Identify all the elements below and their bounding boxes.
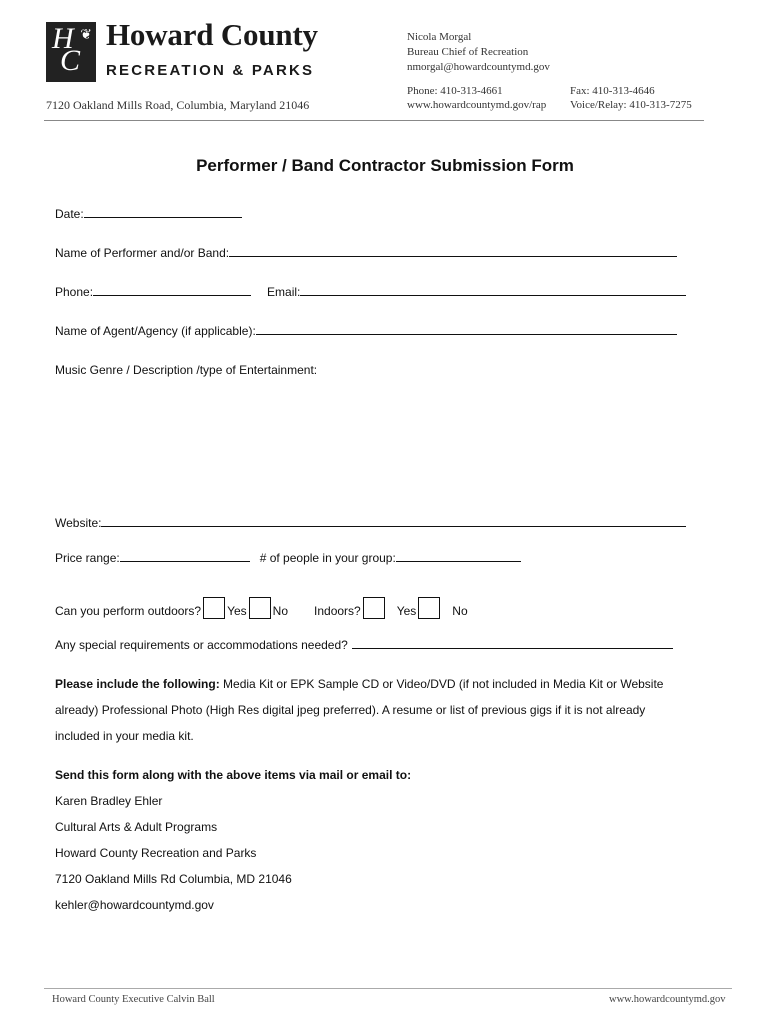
- mail-to-street: 7120 Oakland Mills Rd Columbia, MD 21046: [55, 872, 292, 886]
- date-field: [55, 206, 242, 221]
- leaf-icon: ❦: [80, 26, 92, 42]
- mail-to-block: [55, 762, 411, 918]
- logo-letter-h: H: [52, 22, 74, 55]
- price-people-row: [55, 550, 521, 565]
- indoors-yes-checkbox[interactable]: [363, 597, 385, 619]
- performance-location-row: [55, 597, 468, 619]
- people-label: # of people in your group:: [259, 551, 396, 565]
- include-paragraph: [55, 671, 663, 749]
- indoors-no-checkbox[interactable]: [418, 597, 440, 619]
- contact-email[interactable]: nmorgal@howardcountymd.gov: [407, 61, 550, 73]
- special-input[interactable]: [352, 637, 673, 649]
- outdoors-label: Can you perform outdoors?: [55, 604, 202, 618]
- indoors-no-label: No: [452, 604, 468, 618]
- website-input[interactable]: [101, 515, 686, 527]
- mail-to-email[interactable]: kehler@howardcountymd.gov: [55, 898, 214, 912]
- outdoors-no-checkbox[interactable]: [249, 597, 271, 619]
- dept-name: RECREATION & PARKS: [106, 62, 315, 79]
- website-field: [55, 515, 686, 530]
- website-label: Website:: [55, 516, 102, 530]
- name-label: Name of Performer and/or Band:: [55, 246, 230, 260]
- genre-input-area[interactable]: [55, 384, 690, 504]
- footer-divider: [44, 988, 732, 989]
- include-line-1: [55, 671, 663, 697]
- genre-label: Music Genre / Description /type of Entertainment:: [55, 363, 318, 377]
- indoors-label: Indoors?: [314, 604, 361, 618]
- include-heading: Please include the following:: [55, 677, 220, 691]
- logo-letter-c: C: [60, 44, 81, 77]
- date-input[interactable]: [84, 206, 242, 218]
- mail-to-program: Cultural Arts & Adult Programs: [55, 820, 218, 834]
- phone-email-row: [55, 284, 686, 299]
- agent-input[interactable]: [256, 323, 677, 335]
- contact-voice-relay: Voice/Relay: 410-313-7275: [570, 99, 692, 111]
- people-input[interactable]: [396, 550, 521, 562]
- outdoors-yes-label: Yes: [227, 604, 247, 618]
- special-label: Any special requirements or accommodations needed?: [55, 638, 348, 652]
- contact-fax: Fax: 410-313-4646: [570, 85, 655, 97]
- name-input[interactable]: [229, 245, 677, 257]
- mail-to-org: Howard County Recreation and Parks: [55, 846, 257, 860]
- form-title: Performer / Band Contractor Submission Form: [196, 156, 574, 175]
- special-requirements-field: [55, 637, 673, 652]
- county-logo: [46, 22, 96, 82]
- email-label: Email:: [267, 285, 301, 299]
- contact-role: Bureau Chief of Recreation: [407, 46, 529, 58]
- indoors-yes-label: Yes: [396, 604, 417, 618]
- contact-website[interactable]: www.howardcountymd.gov/rap: [407, 99, 547, 111]
- contact-name: Nicola Morgal: [407, 31, 472, 43]
- phone-label: Phone:: [55, 285, 94, 299]
- email-input[interactable]: [300, 284, 686, 296]
- org-address: 7120 Oakland Mills Road, Columbia, Maryland 21046: [46, 98, 310, 112]
- phone-input[interactable]: [93, 284, 251, 296]
- include-text-1: Media Kit or EPK Sample CD or Video/DVD (if not included in Media Kit or Website: [223, 677, 664, 691]
- send-heading: Send this form along with the above items via mail or email to:: [55, 768, 412, 782]
- agent-field: [55, 323, 677, 338]
- org-name: Howard County: [106, 17, 318, 52]
- outdoors-no-label: No: [272, 604, 289, 618]
- price-input[interactable]: [120, 550, 250, 562]
- agent-label: Name of Agent/Agency (if applicable):: [55, 324, 256, 338]
- logo-monogram: [52, 22, 81, 77]
- header-divider: [44, 120, 704, 121]
- mail-to-name: Karen Bradley Ehler: [55, 794, 163, 808]
- name-field: [55, 245, 677, 260]
- contact-phone: Phone: 410-313-4661: [407, 85, 503, 97]
- include-line-3: included in your media kit.: [55, 729, 194, 743]
- price-label: Price range:: [55, 551, 120, 565]
- footer-executive: Howard County Executive Calvin Ball: [52, 994, 215, 1005]
- genre-field: [55, 363, 317, 377]
- date-label: Date:: [55, 207, 84, 221]
- outdoors-yes-checkbox[interactable]: [203, 597, 225, 619]
- footer-website[interactable]: www.howardcountymd.gov: [609, 994, 726, 1005]
- include-line-2: already) Professional Photo (High Res digital jpeg preferred). A resume or list of previous gigs if it is not already: [55, 703, 646, 717]
